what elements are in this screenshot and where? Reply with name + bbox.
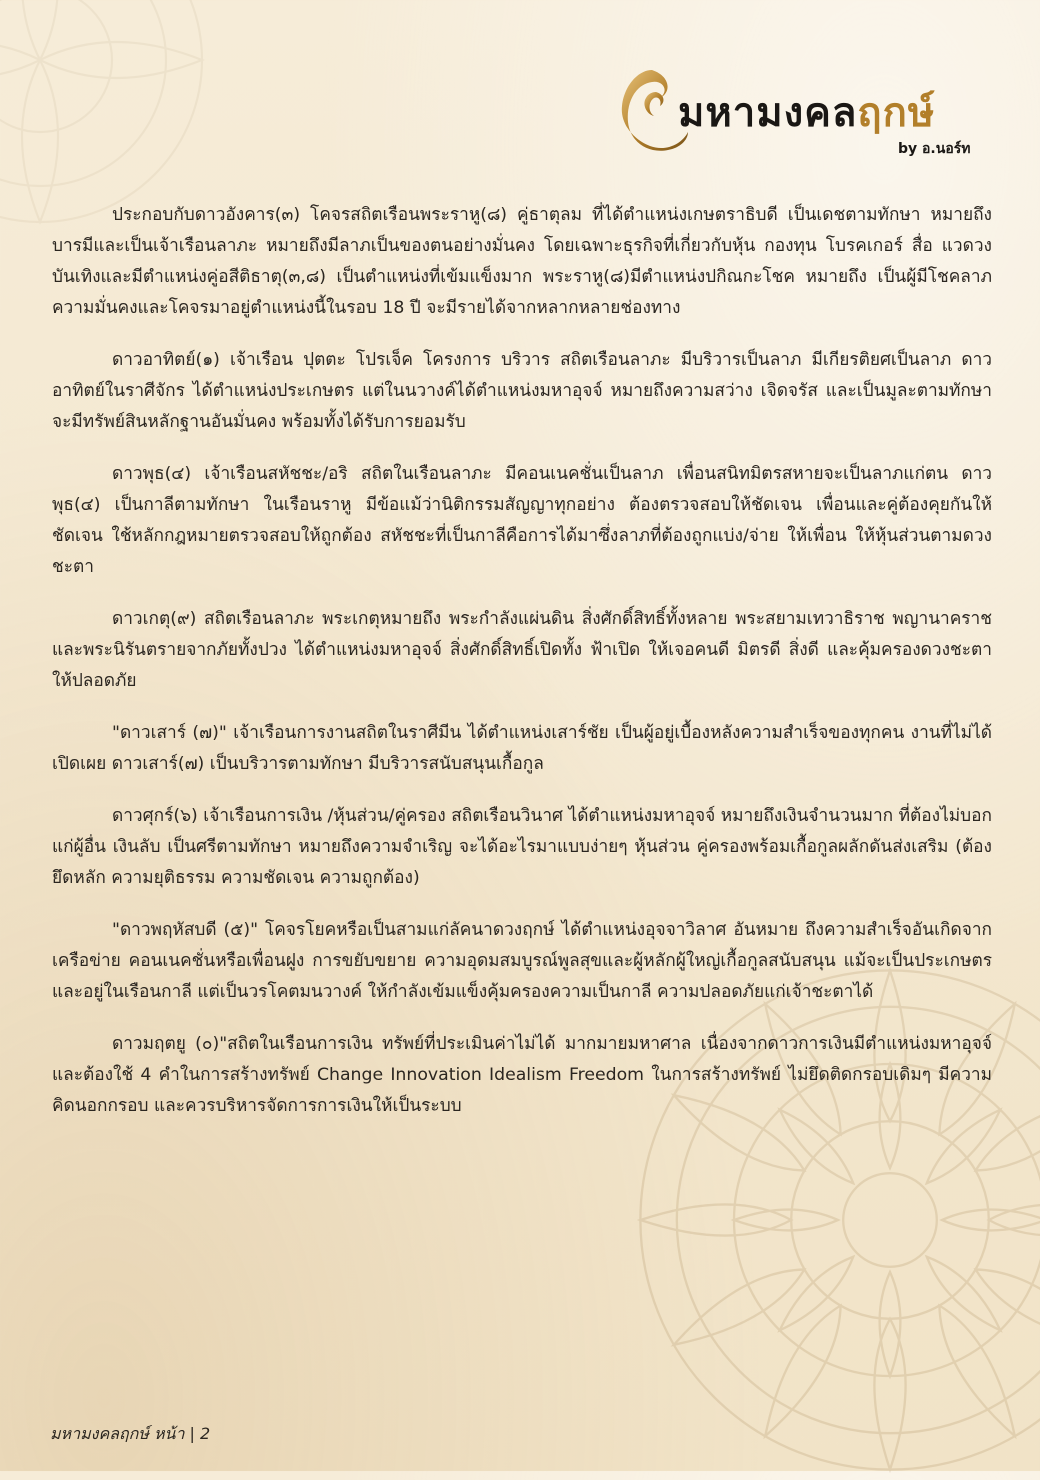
brand-logo: [612, 62, 992, 162]
document-body: [52, 200, 992, 1143]
paragraph-mercury: ดาวพุธ(๔) เจ้าเรือนสหัชชะ/อริ สถิตในเรือนลาภะ มีคอนเนคชั่นเป็นลาภ เพื่อนสนิทมิตรสหายจะเป็นลาภแก่ตน ดาวพุธ(๔) เป็นกาลีตามทักษา ในเรือนราหู มีข้อแม้ว่านิติกรรมสัญญาทุกอย่าง ต้องตรวจสอบให้ชัดเจน เพื่อนและคู่ต้องคุยกันให้ชัดเจน ใช้หลักกฎหมายตรวจสอบให้ถูกต้อง สหัชชะที่เป็นกาลีคือการได้มาซึ่งลาภที่ต้องถูกแบ่ง/จ่าย ให้เพื่อน ให้หุ้นส่วนตามดวงชะตา: [52, 464, 992, 577]
paragraph-ketu: ดาวเกตุ(๙) สถิตเรือนลาภะ พระเกตุหมายถึง พระกำลังแผ่นดิน สิ่งศักดิ์สิทธิ์ทั้งหลาย พระสยามเทวาธิราช พญานาคราช และพระนิรันตรายจากภัยทั้งปวง ได้ตำแหน่งมหาอุจจ์ สิ่งศักดิ์สิทธิ์เปิดทั้ง ฟ้าเปิด ให้เจอคนดี มิตรดี สิ่งดี และคุ้มครองดวงชะตาให้ปลอดภัย: [52, 609, 992, 691]
logo-title-accent: ฤกษ์: [857, 89, 936, 136]
paragraph-saturn: "ดาวเสาร์ (๗)" เจ้าเรือนการงานสถิตในราศีมีน ได้ตำแหน่งเสาร์ชัย เป็นผู้อยู่เบื้องหลังความสำเร็จของทุกคน งานที่ไม่ได้เปิดเผย ดาวเสาร์(๗) เป็นบริวารตามทักษา มีบริวารสนับสนุนเกื้อกูล: [52, 723, 992, 774]
logo-title-main: มหามงคล: [678, 89, 858, 136]
paragraph-venus: ดาวศุกร์(๖) เจ้าเรือนการเงิน /หุ้นส่วน/คู่ครอง สถิตเรือนวินาศ ได้ตำแหน่งมหาอุจจ์ หมายถึงเงินจำนวนมาก ที่ต้องไม่บอกแก่ผู้อื่น เงินลับ เป็นศรีตามทักษา หมายถึงความจำเริญ จะได้อะไรมาแบบง่ายๆ หุ้นส่วน คู่ครองพร้อมเกื้อกูลผลักดันส่งเสริม (ต้องยึดหลัก ความยุติธรรม ความชัดเจน ความถูกต้อง): [52, 806, 992, 888]
logo-title: [678, 80, 935, 144]
page-footer: มหามงคลฤกษ์ หน้า | 2: [50, 1424, 211, 1443]
paragraph-sun: ดาวอาทิตย์(๑) เจ้าเรือน ปุตตะ โปรเจ็ค โครงการ บริวาร สถิตเรือนลาภะ มีบริวารเป็นลาภ มีเกียรติยศเป็นลาภ ดาวอาทิตย์ในราศีจักร ได้ตำแหน่งประเกษตร แต่ในนวางค์ได้ตำแหน่งมหาอุจจ์ หมายถึงความสว่าง เจิดจรัส และเป็นมูละตามทักษา จะมีทรัพย์สินหลักฐานอันมั่นคง พร้อมทั้งได้รับการยอมรับ: [52, 350, 992, 432]
paragraph-mars: ประกอบกับดาวอังคาร(๓) โคจรสถิตเรือนพระราหู(๘) คู่ธาตุลม ที่ได้ตำแหน่งเกษตราธิบดี เป็นเดชตามทักษา หมายถึงบารมีและเป็นเจ้าเรือนลาภะ หมายถึงมีลาภเป็นของตนอย่างมั่นคง โดยเฉพาะธุรกิจที่เกี่ยวกับหุ้น กองทุน โบรคเกอร์ สื่อ แวดวงบันเทิงและมีตำแหน่งคู่อสีติธาตุ(๓,๘) เป็นตำแหน่งที่เข้มแข็งมาก พระราหู(๘)มีตำแหน่งปกิณกะโชค หมายถึง เป็นผู้มีโชคลาภความมั่นคงและโคจรมาอยู่ตำแหน่งนี้ในรอบ 18 ปี จะมีรายได้จากหลากหลายช่องทาง: [52, 205, 992, 318]
logo-byline: by อ.นอร์ท: [898, 141, 971, 157]
paragraph-jupiter: "ดาวพฤหัสบดี (๕)" โคจรโยคหรือเป็นสามแก่ลัคนาดวงฤกษ์ ได้ตำแหน่งอุจจาวิลาศ อันหมาย ถึงความสำเร็จอันเกิดจากเครือข่าย คอนเนคชั่นหรือเพื่อนฝูง การขยับขยาย ความอุดมสมบูรณ์พูลสุขและผู้หลักผู้ใหญ่เกื้อกูลสนับสนุน แม้จะเป็นประเกษตรและอยู่ในเรือนกาลี แต่เป็นวรโคตมนวางค์ ให้กำลังเข้มแข็งคุ้มครองความเป็นกาลี ความปลอดภัยแก่เจ้าชะตาได้: [52, 920, 992, 1002]
paragraph-uranus: ดาวมฤตยู (๐)"สถิตในเรือนการเงิน ทรัพย์ที่ประเมินค่าไม่ได้ มากมายมหาศาล เนื่องจากดาวการเงินมีตำแหน่งมหาอุจจ์ และต้องใช้ 4 คำในการสร้างทรัพย์ Change Innovation Idealism Freedom ในการสร้างทรัพย์ ไม่ยึดติดกรอบเดิมๆ มีความคิดนอกกรอบ และควรบริหารจัดการการเงินให้เป็นระบบ: [52, 1034, 992, 1116]
